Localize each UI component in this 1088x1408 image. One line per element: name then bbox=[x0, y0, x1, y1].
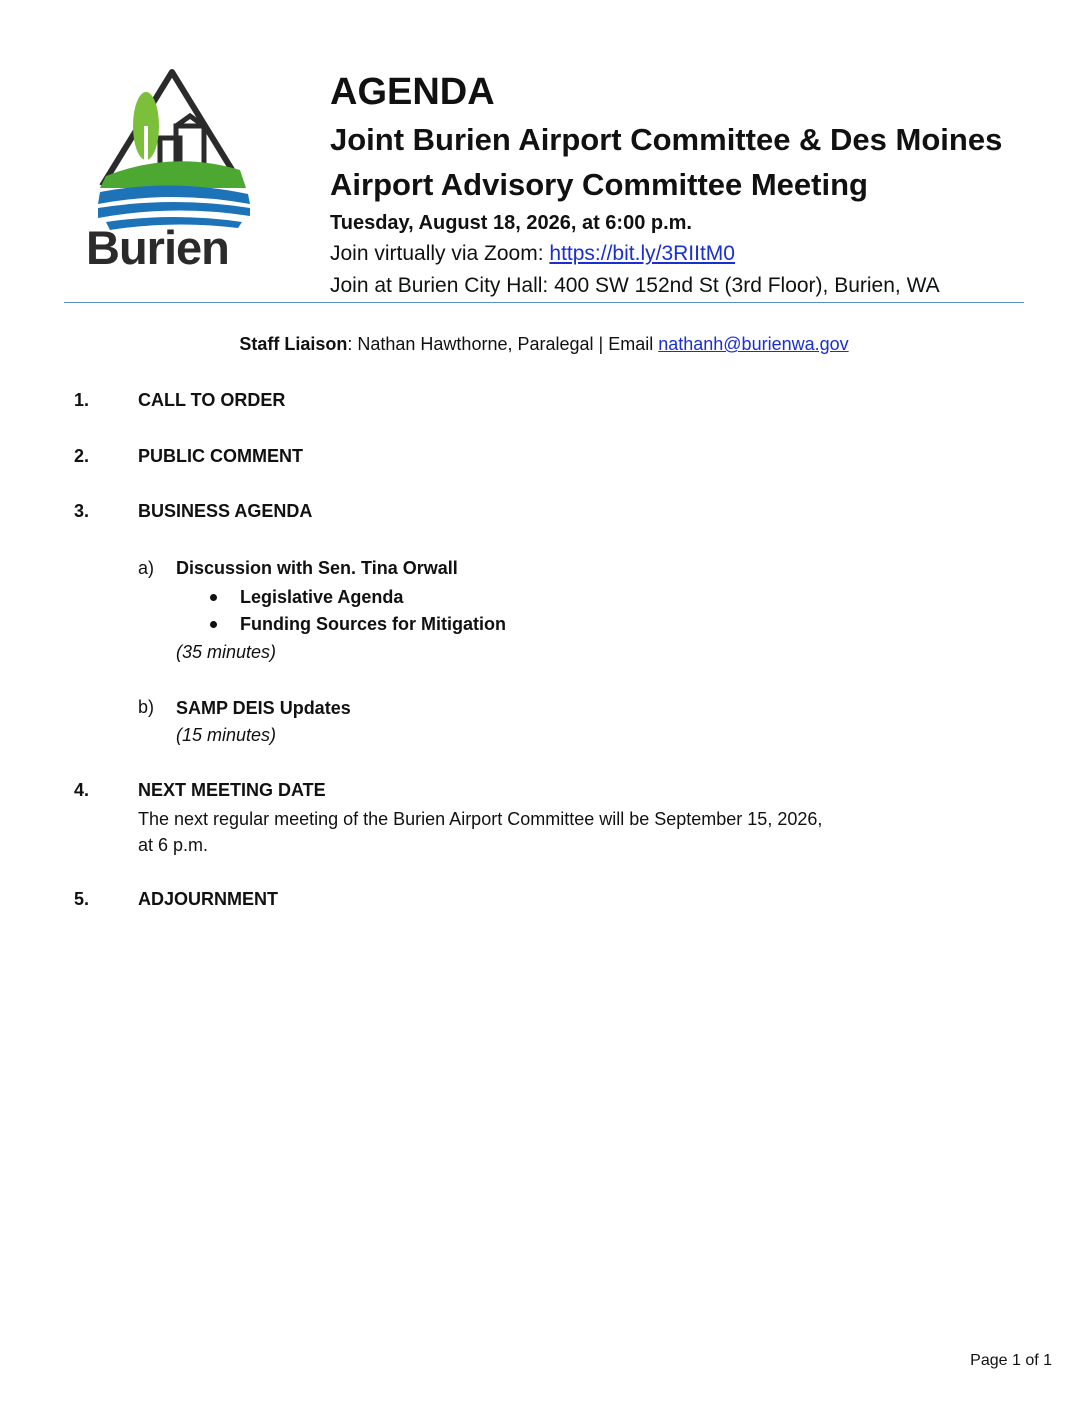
meeting-title-line2: Airport Advisory Committee Meeting bbox=[330, 167, 868, 202]
header-divider bbox=[64, 302, 1024, 303]
bullet-icon bbox=[210, 621, 217, 628]
next-meeting-text: at 6 p.m. bbox=[138, 835, 209, 855]
zoom-link[interactable]: https://bit.ly/3RIItM0 bbox=[549, 242, 735, 265]
burien-logo bbox=[84, 66, 264, 272]
burien-wordmark: Burien bbox=[86, 221, 229, 274]
item-number: 2. bbox=[74, 446, 90, 466]
subitem-b-title: SAMP DEIS Updates bbox=[176, 698, 351, 718]
subitem-letter: b) bbox=[138, 697, 155, 717]
staff-liaison-label: Staff Liaison bbox=[239, 334, 348, 354]
item-number: 3. bbox=[74, 501, 90, 521]
agenda-header bbox=[330, 68, 1050, 302]
item-number: 1. bbox=[74, 390, 90, 410]
zoom-line bbox=[330, 238, 1050, 270]
subitem-letter: a) bbox=[138, 558, 155, 578]
meeting-title-line1: Joint Burien Airport Committee & Des Moines bbox=[330, 122, 1003, 157]
item-business-agenda: BUSINESS AGENDA bbox=[138, 501, 313, 521]
bullet-icon bbox=[210, 594, 217, 601]
item-next-meeting-date: NEXT MEETING DATE bbox=[138, 780, 326, 800]
next-meeting-text: The next regular meeting of the Burien Airport Committee will be September 15, 2026, bbox=[138, 809, 823, 829]
burien-logo-mark-icon bbox=[84, 66, 264, 236]
liaison-email-link[interactable]: nathanh@burienwa.gov bbox=[658, 334, 849, 354]
subitem-a-bullet: Legislative Agenda bbox=[240, 587, 404, 607]
subitem-a-duration: (35 minutes) bbox=[176, 642, 277, 662]
subitem-a-title: Discussion with Sen. Tina Orwall bbox=[176, 558, 458, 578]
subitem-a-bullet: Funding Sources for Mitigation bbox=[240, 614, 506, 634]
location-line: Join at Burien City Hall: 400 SW 152nd St (3rd Floor), Burien, WA bbox=[330, 274, 940, 297]
item-number: 4. bbox=[74, 780, 90, 800]
zoom-prefix: Join virtually via Zoom: bbox=[330, 242, 550, 265]
item-number: 5. bbox=[74, 889, 90, 909]
staff-liaison-text: : Nathan Hawthorne, Paralegal | Email bbox=[347, 334, 659, 354]
item-adjournment: ADJOURNMENT bbox=[138, 889, 279, 909]
meeting-date: Tuesday, August 18, 2026, at 6:00 p.m. bbox=[330, 212, 692, 234]
agenda-heading: AGENDA bbox=[330, 71, 495, 113]
subitem-b-duration: (15 minutes) bbox=[176, 725, 277, 745]
page-number: Page 1 of 1 bbox=[970, 1352, 1052, 1369]
item-public-comment: PUBLIC COMMENT bbox=[138, 446, 303, 466]
item-call-to-order: CALL TO ORDER bbox=[138, 390, 286, 410]
staff-liaison bbox=[0, 334, 1088, 355]
